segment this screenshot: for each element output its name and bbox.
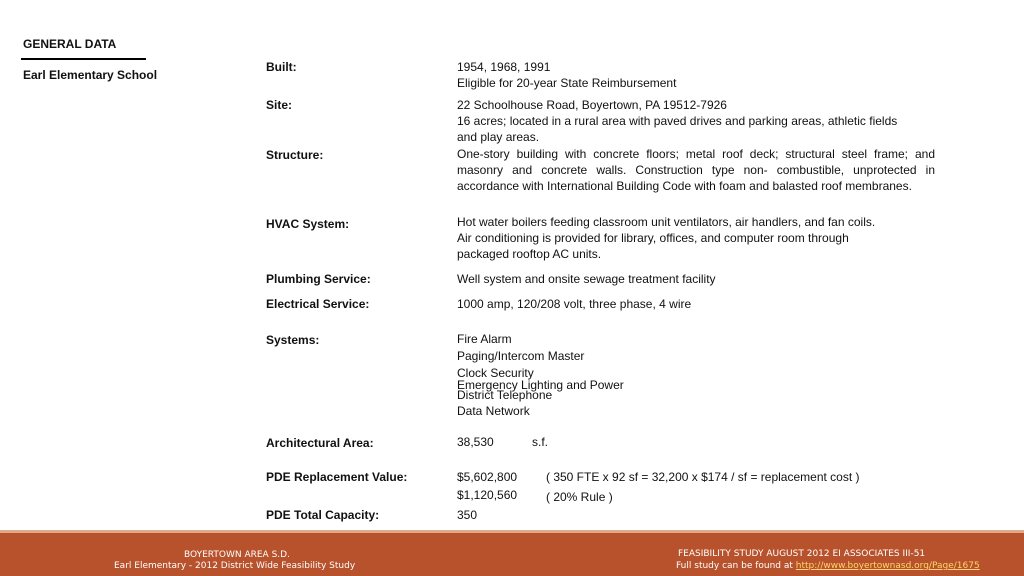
structure-label: Structure: bbox=[266, 148, 324, 162]
pde-capacity-label: PDE Total Capacity: bbox=[266, 508, 380, 522]
hvac-value bbox=[457, 214, 875, 262]
footer-full-study-prefix: Full study can be found at bbox=[676, 561, 793, 571]
hvac-line-1: Hot water boilers feeding classroom unit ventilators, air handlers, and fan coils. bbox=[457, 215, 876, 229]
hvac-label: HVAC System: bbox=[266, 217, 350, 231]
site-description: 16 acres; located in a rural area with paved drives and parking areas, athletic fields bbox=[457, 114, 898, 128]
pde-capacity-value: 350 bbox=[457, 508, 478, 522]
full-study-link[interactable]: http://www.boyertownasd.org/Page/1675 bbox=[795, 561, 980, 571]
section-title: GENERAL DATA bbox=[23, 37, 117, 51]
system-item: Clock Security bbox=[457, 366, 534, 380]
school-name: Earl Elementary School bbox=[23, 68, 158, 82]
arch-area-label: Architectural Area: bbox=[266, 436, 374, 450]
pde-value-20pct: $1,120,560 bbox=[457, 488, 518, 502]
footer-district: BOYERTOWN AREA S.D. bbox=[184, 550, 290, 560]
hvac-line-2: Air conditioning is provided for library, offices, and computer room through bbox=[457, 231, 849, 245]
footer-study-title: Earl Elementary - 2012 District Wide Feasibility Study bbox=[114, 561, 356, 571]
system-item: Data Network bbox=[457, 404, 530, 418]
built-reimbursement: Eligible for 20-year State Reimbursement bbox=[457, 76, 677, 90]
built-years: 1954, 1968, 1991 bbox=[457, 60, 551, 74]
site-description-cont: and play areas. bbox=[457, 130, 540, 144]
footer-full-study bbox=[676, 561, 980, 571]
pde-value-label: PDE Replacement Value: bbox=[266, 470, 408, 484]
built-value bbox=[457, 59, 676, 91]
pde-value-amount: $5,602,800 bbox=[457, 470, 518, 484]
electrical-value: 1000 amp, 120/208 volt, three phase, 4 wire bbox=[457, 297, 692, 311]
site-label: Site: bbox=[266, 98, 293, 112]
structure-value: One-story building with concrete floors; metal roof deck; structural steel frame; and masonry and concrete walls. Construction type non- combustible, unprotected in accordance with International Building Code with foam and balasted roof membranes. bbox=[457, 147, 935, 193]
site-address: 22 Schoolhouse Road, Boyertown, PA 19512-7926 bbox=[457, 98, 727, 112]
footer-study-info: FEASIBILITY STUDY AUGUST 2012 EI ASSOCIATES III-51 bbox=[678, 549, 926, 559]
electrical-label: Electrical Service: bbox=[266, 297, 370, 311]
arch-area-unit: s.f. bbox=[532, 435, 549, 449]
built-label: Built: bbox=[266, 60, 297, 74]
footer-bar bbox=[0, 533, 1024, 576]
system-item: Fire Alarm bbox=[457, 332, 512, 346]
system-item: Emergency Lighting and Power bbox=[457, 378, 624, 392]
system-item: District Telephone bbox=[457, 388, 553, 402]
site-value bbox=[457, 97, 897, 145]
systems-label: Systems: bbox=[266, 333, 320, 347]
pde-value-calculation: ( 350 FTE x 92 sf = 32,200 x $174 / sf = replacement cost ) bbox=[546, 470, 860, 484]
system-item: Paging/Intercom Master bbox=[457, 349, 585, 363]
section-divider bbox=[21, 58, 146, 60]
pde-value-rule: ( 20% Rule ) bbox=[546, 490, 613, 504]
arch-area-value: 38,530 bbox=[457, 435, 494, 449]
hvac-line-3: packaged rooftop AC units. bbox=[457, 247, 602, 261]
plumbing-value: Well system and onsite sewage treatment facility bbox=[457, 272, 716, 286]
plumbing-label: Plumbing Service: bbox=[266, 272, 371, 286]
